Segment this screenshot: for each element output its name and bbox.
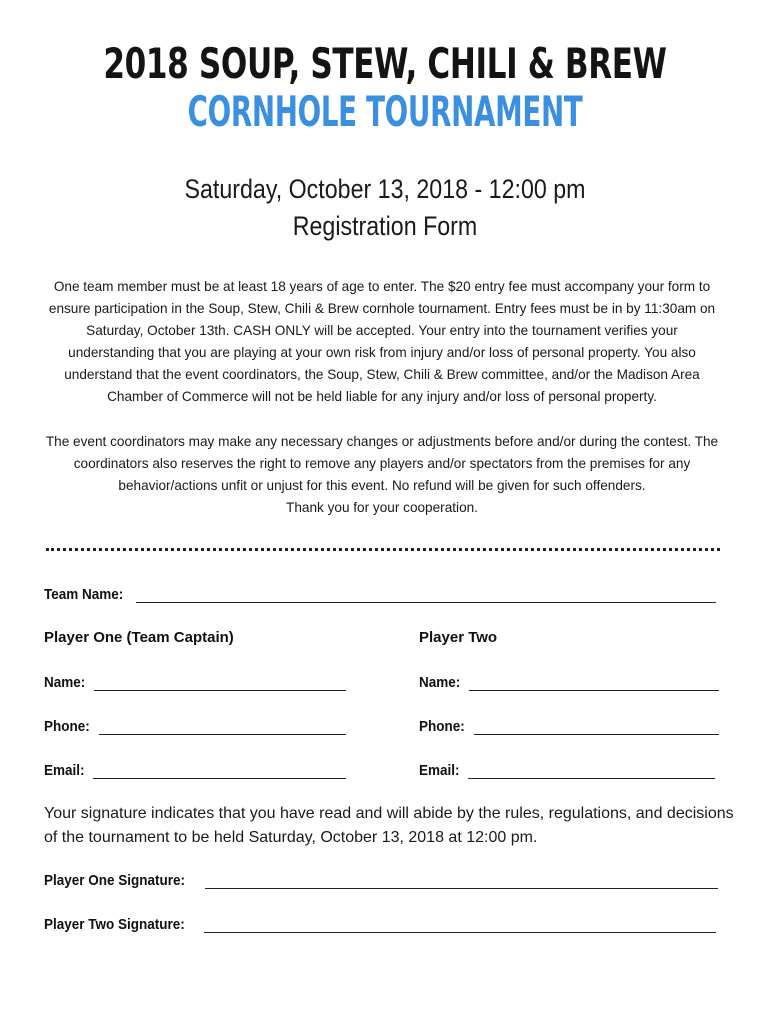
team-name-line[interactable] xyxy=(136,588,716,603)
tournament-title: CORNHOLE TOURNAMENT xyxy=(187,87,583,136)
player-one-phone-line[interactable] xyxy=(99,720,346,735)
player-one-email-line[interactable] xyxy=(93,764,346,779)
team-name-label: Team Name: xyxy=(44,586,124,603)
player-two-signature-label: Player Two Signature: xyxy=(44,916,185,933)
player-one-phone-label: Phone: xyxy=(44,718,90,735)
player-two-heading: Player Two xyxy=(419,629,498,646)
player-two-signature-line[interactable] xyxy=(204,918,716,933)
team-name-field[interactable] xyxy=(44,586,716,603)
player-two-phone-field[interactable] xyxy=(419,718,719,735)
thanks-line: Thank you for your cooperation. xyxy=(286,500,478,515)
player-two-email-field[interactable] xyxy=(419,762,715,779)
player-one-phone-field[interactable] xyxy=(44,718,346,735)
changes-block xyxy=(44,431,720,519)
player-one-signature-line[interactable] xyxy=(205,874,718,889)
player-one-signature-label: Player One Signature: xyxy=(44,872,186,889)
player-one-heading: Player One (Team Captain) xyxy=(44,629,234,646)
player-one-email-field[interactable] xyxy=(44,762,346,779)
player-one-signature-field[interactable] xyxy=(44,872,718,889)
player-two-name-field[interactable] xyxy=(419,674,719,691)
cut-line-divider xyxy=(46,548,720,551)
player-one-email-label: Email: xyxy=(44,762,85,779)
player-two-name-label: Name: xyxy=(419,674,461,691)
rules-paragraph: One team member must be at least 18 years of age to enter. The $20 entry fee must accompany your form to ensure participation in the Soup, Stew, Chili & Brew cornhole tournament. Entry fees must be in by 11:30am on Saturday, October 13th. CASH ONLY will be accepted. Your entry into the tournament verifies your understanding that you are playing at your own risk from injury and/or loss of personal property. You also understand that the event coordinators, the Soup, Stew, Chili & Brew committee, and/or the Madison Area Chamber of Commerce will not be held liable for any injury and/or loss of personal property. xyxy=(48,279,716,404)
form-label: Registration Form xyxy=(292,211,478,241)
player-two-email-line[interactable] xyxy=(468,764,715,779)
signature-note: Your signature indicates that you have read and will abide by the rules, regulations, and decisions of the tournament to be held Saturday, October 13, 2018 at 12:00 pm. xyxy=(44,805,734,846)
player-two-signature-field[interactable] xyxy=(44,916,716,933)
player-one-name-field[interactable] xyxy=(44,674,346,691)
player-two-name-line[interactable] xyxy=(469,676,719,691)
event-title: 2018 SOUP, STEW, CHILI & BREW xyxy=(103,39,667,88)
player-two-email-label: Email: xyxy=(419,762,460,779)
player-two-phone-line[interactable] xyxy=(474,720,719,735)
player-two-phone-label: Phone: xyxy=(419,718,465,735)
player-one-name-line[interactable] xyxy=(94,676,346,691)
player-one-name-label: Name: xyxy=(44,674,86,691)
changes-paragraph: The event coordinators may make any necessary changes or adjustments before and/or during the contest. The coordinators also reserves the right to remove any players and/or spectators from the premises for any behavior/actions unfit or unjust for this event. No refund will be given for such offenders. xyxy=(45,434,719,493)
event-date: Saturday, October 13, 2018 - 12:00 pm xyxy=(184,174,586,204)
